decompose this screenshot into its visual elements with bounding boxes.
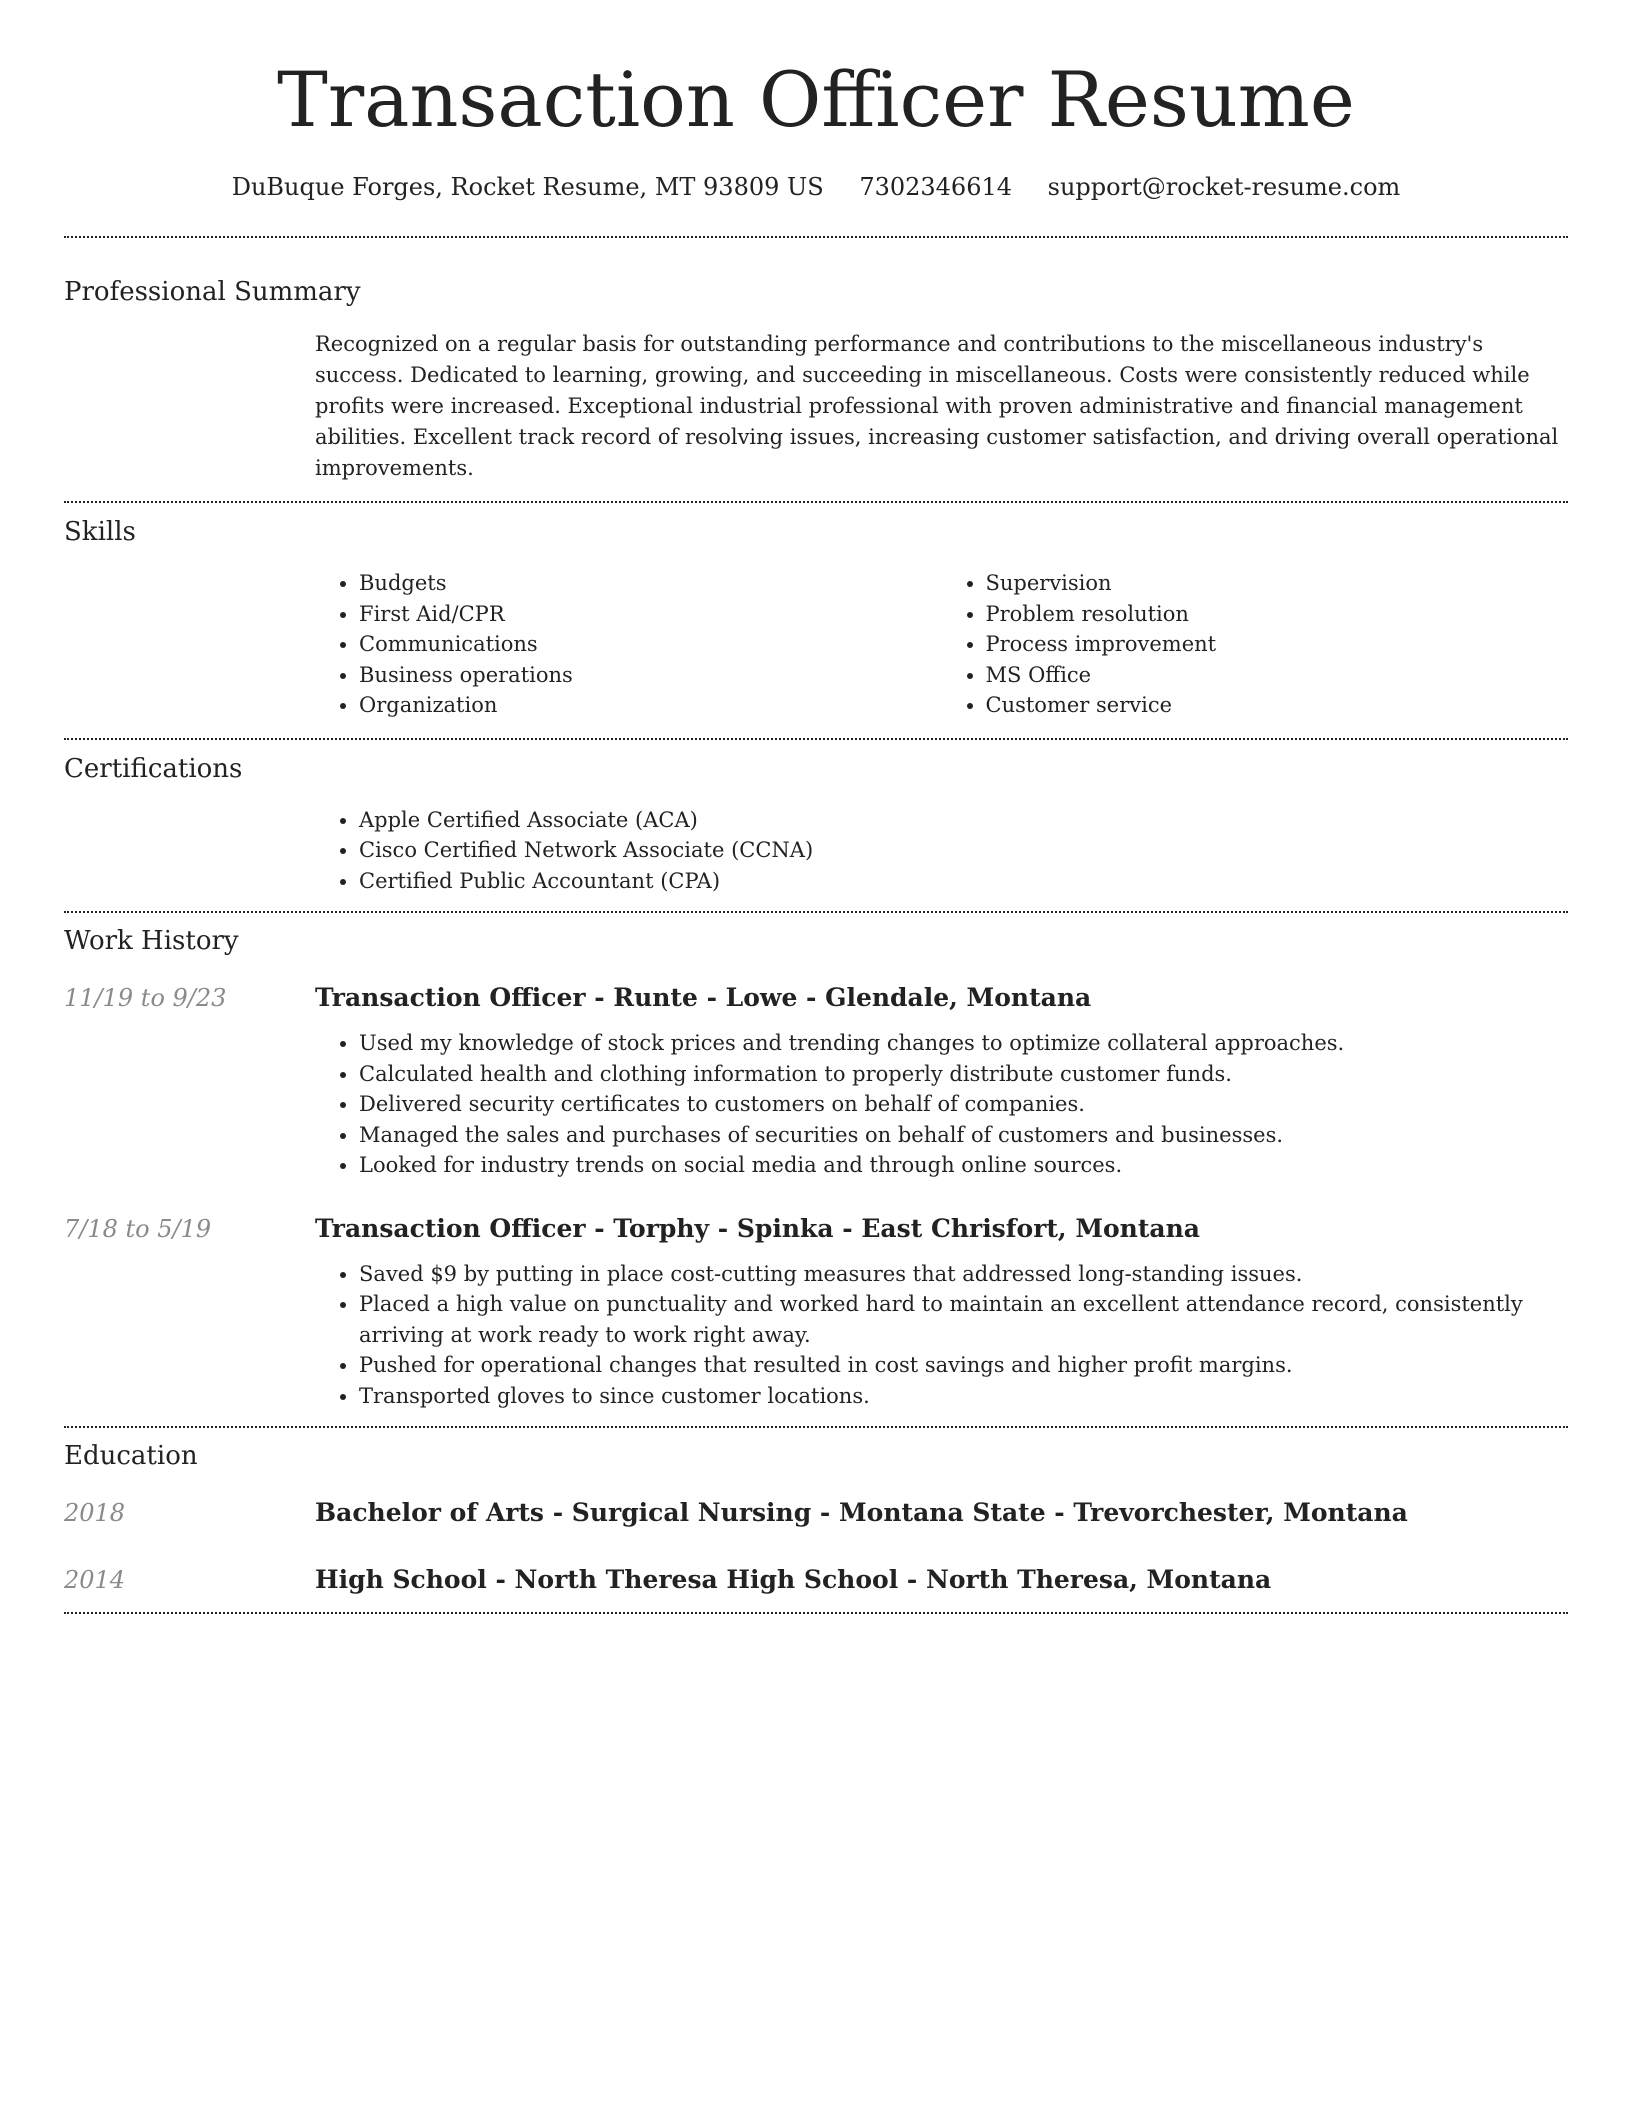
list-item: • Business operations: [359, 660, 942, 691]
education-section: [64, 1428, 1568, 1612]
section-heading-certifications: Certifications: [64, 753, 243, 784]
list-item: • Used my knowledge of stock prices and trending changes to optimize collateral approaches.: [359, 1028, 1568, 1059]
summary-section: [64, 238, 1568, 501]
contact-phone: 7302346614: [859, 173, 1013, 201]
contact-address: DuBuque Forges, Rocket Resume, MT 93809 US: [231, 173, 824, 201]
contact-line: [64, 170, 1568, 204]
resume-page: [64, 0, 1568, 1614]
contact-email: support@rocket-resume.com: [1047, 173, 1401, 201]
list-item: • Delivered security certificates to customers on behalf of companies.: [359, 1089, 1568, 1120]
list-item: • Process improvement: [986, 629, 1569, 660]
job-entry: [64, 981, 1568, 1181]
list-item: • First Aid/CPR: [359, 599, 942, 630]
job-title: Transaction Officer - Runte - Lowe - Glendale, Montana: [315, 983, 1092, 1012]
certifications-list: [315, 805, 1568, 897]
list-item: • MS Office: [986, 660, 1569, 691]
section-heading-skills: Skills: [64, 517, 136, 547]
list-item: • Pushed for operational changes that resulted in cost savings and higher profit margins.: [359, 1350, 1548, 1381]
list-item: • Problem resolution: [986, 599, 1569, 630]
list-item: • Placed a high value on punctuality and worked hard to maintain an excellent attendance record, consistently arriving at work ready to work right away.: [359, 1289, 1548, 1350]
list-item: • Managed the sales and purchases of securities on behalf of customers and businesses.: [359, 1120, 1568, 1151]
education-date: 2014: [64, 1566, 126, 1594]
list-item: • Supervision: [986, 568, 1569, 599]
job-bullets: [315, 1259, 1568, 1427]
list-item: • Communications: [359, 629, 942, 660]
education-date: 2018: [64, 1499, 126, 1527]
list-item: • Cisco Certified Network Associate (CCNA): [359, 835, 1568, 866]
education-title: High School - North Theresa High School - North Theresa, Montana: [315, 1565, 1272, 1594]
list-item: • Customer service: [986, 690, 1569, 721]
education-entry: [64, 1563, 1568, 1612]
section-heading-work-history: Work History: [64, 926, 239, 956]
section-heading-summary: Professional Summary: [64, 277, 361, 307]
list-item: • Budgets: [359, 568, 942, 599]
section-heading-education: Education: [64, 1441, 198, 1471]
certifications-section: [64, 740, 1568, 912]
job-date: 7/18 to 5/19: [64, 1214, 212, 1243]
job-title: Transaction Officer - Torphy - Spinka - East Chrisfort, Montana: [315, 1213, 1200, 1243]
work-history-section: [64, 913, 1568, 1426]
list-item: • Transported gloves to since customer locations.: [359, 1381, 1548, 1412]
list-item: • Looked for industry trends on social media and through online sources.: [359, 1150, 1568, 1181]
skills-section: [64, 503, 1568, 738]
list-item: • Apple Certified Associate (ACA): [359, 805, 1568, 836]
list-item: • Saved $9 by putting in place cost-cutting measures that addressed long-standing issues.: [359, 1259, 1548, 1290]
resume-title: Transaction Officer Resume: [277, 55, 1355, 144]
education-entry: [64, 1496, 1568, 1530]
job-date: 11/19 to 9/23: [64, 984, 227, 1012]
summary-text: Recognized on a regular basis for outstanding performance and contributions to the miscellaneous industry's success. Dedicated to learning, growing, and succeeding in miscellaneous. Costs were consistently reduced while profits were increased. Exceptional industrial professional with proven administrative and financial management abilities. Excellent track record of resolving issues, increasing customer satisfaction, and driving overall operational improvements.: [315, 332, 1559, 480]
list-item: • Organization: [359, 690, 942, 721]
divider: [64, 1612, 1568, 1614]
skills-list-right: [942, 568, 1569, 721]
list-item: • Calculated health and clothing information to properly distribute customer funds.: [359, 1059, 1568, 1090]
skills-list-left: [315, 568, 942, 721]
education-title: Bachelor of Arts - Surgical Nursing - Montana State - Trevorchester, Montana: [315, 1498, 1408, 1527]
job-entry: [64, 1212, 1568, 1427]
job-bullets: [315, 1028, 1568, 1181]
list-item: • Certified Public Accountant (CPA): [359, 866, 1568, 897]
